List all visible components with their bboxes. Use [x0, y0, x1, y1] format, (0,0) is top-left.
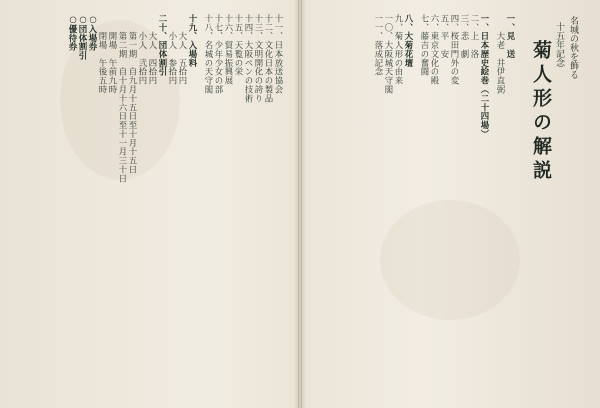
text-column: 第二期 自十月十六日至十一月三十日: [118, 14, 128, 183]
left-text-columns: [68, 14, 284, 398]
text-column: 小人 弐拾円: [138, 14, 148, 86]
text-column: 九、菊人形の由来: [394, 14, 404, 86]
text-column: 二十、団体割引: [158, 14, 168, 77]
text-column: 一〇、大阪城天守閣: [384, 14, 394, 95]
kicker-line-1: 名城の秋を飾る: [568, 16, 578, 79]
right-text-columns: [374, 14, 516, 398]
text-column: 三、悲 劇: [460, 14, 470, 59]
text-column: 小人 参拾円: [168, 14, 178, 86]
text-column: 一、見 送: [506, 14, 516, 59]
text-column: 四、桜田門外の変: [450, 14, 460, 86]
text-column: 八、大菊花壇: [404, 14, 414, 68]
text-column: 大人 五拾円: [178, 14, 188, 86]
text-column: 六、東京文化の殿: [430, 14, 440, 86]
text-column: 五、平 安: [440, 14, 450, 59]
left-page: [0, 0, 298, 408]
text-column: 二、上 洛: [470, 14, 480, 59]
text-column: 十七、少年少女の部: [214, 14, 224, 95]
text-column: 十三、文明開化の誇り: [254, 14, 264, 103]
text-column: 十九、入場料: [188, 14, 198, 68]
text-column: ○団体割引: [78, 14, 88, 61]
text-column: ○優待券: [68, 14, 78, 52]
kicker-line-2: 十五年記念: [554, 22, 564, 67]
text-column: 七、藤吉の奮闘: [420, 14, 430, 77]
right-page: [302, 0, 600, 408]
text-column: 大老 井伊直弼: [496, 14, 506, 95]
text-column: 開場 午前九時: [108, 14, 118, 95]
text-column: ○入場券: [88, 14, 98, 52]
text-column: 十四、大阪ペンの技術: [244, 14, 254, 103]
text-column: 一、日本歴史絵巻（二十四場）: [480, 14, 490, 139]
text-column: 第一期 自九月十五日至十月十五日: [128, 14, 138, 175]
text-column: 十五、天覧の栄: [234, 14, 244, 77]
text-column: 一一、落成記念: [374, 14, 384, 77]
text-column: 十二、文化日本の製品: [264, 14, 274, 103]
text-column: 大人 四拾円: [148, 14, 158, 86]
text-column: 十六、貿易振興展: [224, 14, 234, 86]
text-column: 十一、日本放送協会: [274, 14, 284, 95]
text-column: 閉場 午後五時: [98, 14, 108, 95]
page-title: 菊人形の解説: [530, 40, 552, 184]
text-column: 十八、名城の天守閣: [204, 14, 214, 95]
page-fold: [298, 0, 302, 408]
